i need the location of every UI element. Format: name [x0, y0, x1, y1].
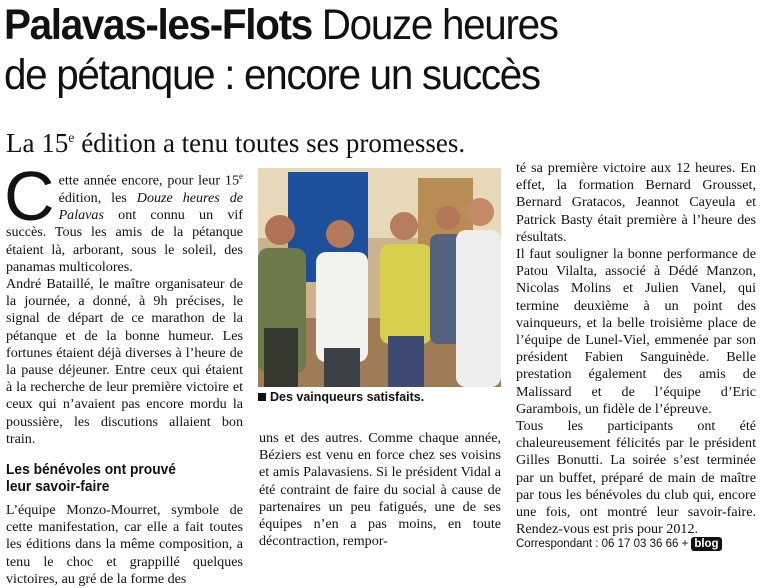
article-column-2 — [259, 430, 501, 550]
photo-illustration — [258, 168, 501, 387]
drop-cap: C — [4, 157, 55, 235]
paragraph-col2: uns et des autres. Comme chaque année, Béziers est venu en force chez ses voisins et amis Palavasiens. Si le président Vidal a été contraint de faire du social à cause de partenaires un peu fatigués, une de ses équipes n’en a pas moins, en toute décontraction, rempor- — [259, 430, 501, 550]
intro-sup: e — [239, 171, 243, 181]
paragraph-3: L’équipe Monzo-Mourret, symbole de cette manifestation, car elle a fait toutes les éditions dans la même composition, a tenu le choc et grappillé quelques victoires, au gré de la forme des — [6, 501, 243, 587]
article-column-1 — [4, 157, 243, 588]
caption-text: Des vainqueurs satisfaits. — [270, 390, 425, 404]
intro-event-name: Douze heures de Palavas — [58, 189, 243, 224]
intertitle-line-1: Les bénévoles ont prouvé — [6, 461, 176, 478]
intro-text-b: édition, les — [58, 189, 137, 206]
subtitle-pre: La 15 — [6, 128, 69, 158]
article-column-3 — [516, 160, 756, 538]
intro-text-a: ette année encore, pour leur 15 — [58, 172, 239, 189]
intro-text-c: ont connu un vif succès. Tous les amis de la pétanque étaient là, arborant, sous le soleil, des panamas multicolores. — [6, 207, 243, 275]
correspondent-line — [516, 537, 722, 551]
headline-rest: Douze heures — [311, 1, 558, 49]
paragraph-col3-1: té sa première victoire aux 12 heures. En effet, la formation Bernard Grousset, Bernard Gratacos, Jeannot Cayeula et Patrick Basty était première à l’heure des résultats. — [516, 160, 756, 245]
subtitle-post: édition a tenu toutes ses promesses. — [74, 128, 466, 158]
paragraph-intro — [4, 157, 243, 276]
caption-square-icon — [258, 393, 266, 401]
intertitle — [6, 462, 231, 496]
intertitle-line-2: leur savoir-faire — [6, 478, 110, 495]
headline — [4, 0, 718, 100]
photo-caption — [258, 390, 424, 404]
headline-town: Palavas-les-Flots — [4, 1, 312, 49]
subtitle-sup: e — [68, 131, 75, 146]
subtitle — [6, 124, 465, 158]
correspondent-label: Correspondant : 06 17 03 36 66 + — [516, 538, 689, 550]
headline-line-1 — [4, 0, 718, 50]
paragraph-col3-3: Tous les participants ont été chaleureusement félicités par le président Gilles Bonutti. La soirée s’est terminée par un buffet, préparé de main de maître par tous les bénévoles du club qui, encore une fois, ont montré leur savoir-faire. Rendez-vous est pris pour 2012. — [516, 418, 756, 538]
blog-badge: blog — [691, 537, 721, 551]
winners-photo — [258, 168, 501, 387]
paragraph-2: André Bataillé, le maître organisateur de la journée, a donné, à 9h précises, le signal de départ de ce marathon de la pétanque et de la bonne humeur. Les fortunes étaient déjà diverses à l’heure de la pause déjeuner. Entre ceux qui étaient à la recherche de leur première victoire et ceux qui n’avaient pas encore mordu la poussière, les discutions allaient bon train. — [6, 275, 243, 447]
headline-line-2: de pétanque : encore un succès — [4, 51, 540, 99]
paragraph-col3-2: Il faut souligner la bonne performance de Patou Vilalta, associé à Dédé Manzon, Nicolas Molins et Julien Vanel, qui termine deuxième à un point des vainqueurs, et la belle troisième place de l’équipe de Lunel-Viel, emmenée par son président Fabien Sanguinède. Belle prestation également des amis de Malissard et de l’équipe d’Eric Garambois, un fidèle de l’épreuve. — [516, 246, 756, 417]
